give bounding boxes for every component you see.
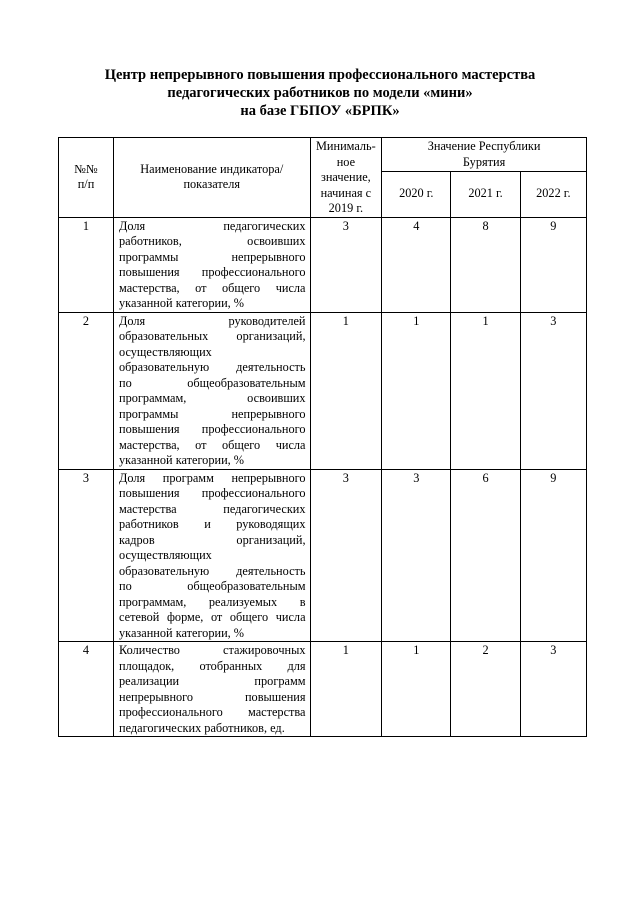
value-y2022: 3 — [520, 312, 586, 469]
row-number: 1 — [59, 217, 114, 312]
value-y2020: 4 — [382, 217, 451, 312]
indicator-name-line: Доля программ непрерывного — [119, 470, 306, 485]
indicator-name-line: мастерства, от общего числа — [119, 437, 306, 452]
header-min-label: Минималь-ное значение, начиная с 2019 г. — [315, 139, 376, 215]
value-y2021: 1 — [451, 312, 520, 469]
indicator-name-line: повышения профессионального — [119, 265, 306, 279]
header-num — [59, 138, 114, 218]
indicator-name-line: программам, освоивших — [119, 391, 306, 405]
value-y2021: 6 — [451, 469, 520, 642]
header-min — [310, 138, 382, 218]
value-min: 1 — [310, 642, 382, 737]
indicator-name-line: работников, освоивших — [119, 234, 306, 248]
header-republic — [382, 138, 587, 172]
indicator-name-line: мастерства, от общего числа — [119, 280, 306, 295]
indicator-name-line: программы непрерывного — [119, 406, 306, 421]
indicator-name-line: осуществляющих — [119, 548, 212, 562]
indicator-name-line: программам, реализуемых в — [119, 594, 306, 609]
indicator-name-line: реализации программ — [119, 674, 306, 688]
value-y2021: 2 — [451, 642, 520, 737]
value-y2021: 8 — [451, 217, 520, 312]
header-year-2020: 2020 г. — [382, 171, 451, 217]
value-y2022: 9 — [520, 217, 586, 312]
value-y2020: 1 — [382, 312, 451, 469]
indicator-name-line: образовательную деятельность — [119, 563, 306, 578]
indicator-name-line: указанной категории, % — [119, 453, 245, 467]
header-row-1 — [59, 138, 587, 172]
header-num-label: №№ п/п — [74, 161, 98, 192]
table-row — [59, 312, 587, 469]
indicator-name-line: образовательную деятельность — [119, 360, 306, 374]
indicator-name-line: осуществляющих — [119, 344, 212, 359]
value-y2022: 3 — [520, 642, 586, 737]
document-title — [60, 66, 580, 120]
indicator-name-line: образовательных организаций, — [119, 329, 306, 343]
indicator-name-line: мастерства педагогических — [119, 501, 306, 516]
indicator-name — [114, 642, 311, 737]
value-min: 3 — [310, 217, 382, 312]
header-year-2021: 2021 г. — [451, 171, 520, 217]
indicator-name-line: Количество стажировочных — [119, 643, 306, 657]
title-line-3: на базе ГБПОУ «БРПК» — [240, 103, 400, 119]
indicator-name-line: профессионального мастерства — [119, 705, 306, 719]
title-line-2: педагогических работников по модели «мини» — [167, 85, 473, 101]
indicator-name — [114, 312, 311, 469]
table-body — [59, 217, 587, 737]
indicators-table — [58, 137, 587, 737]
header-republic-label: Значение Республики Бурятия — [427, 139, 541, 169]
indicator-name — [114, 217, 311, 312]
header-name-label: Наименование индикатора/показателя — [140, 161, 284, 192]
value-min: 3 — [310, 469, 382, 642]
indicator-name-line: указанной категории, % — [119, 296, 245, 310]
row-number: 3 — [59, 469, 114, 642]
row-number: 4 — [59, 642, 114, 737]
indicator-name-line: повышения профессионального — [119, 422, 306, 436]
value-min: 1 — [310, 312, 382, 469]
indicator-name-line: кадров организаций, — [119, 532, 306, 547]
header-year-2022: 2022 г. — [520, 171, 586, 217]
value-y2020: 1 — [382, 642, 451, 737]
indicator-name-line: работников и руководящих — [119, 517, 306, 531]
table-row — [59, 469, 587, 642]
value-y2022: 9 — [520, 469, 586, 642]
indicator-name-line: по общеобразовательным — [119, 579, 306, 593]
indicator-name-line: сетевой форме, от общего числа — [119, 610, 306, 624]
indicator-name-line: площадок, отобранных для — [119, 658, 306, 673]
indicator-name-line: указанной категории, % — [119, 625, 245, 640]
indicator-name-line: по общеобразовательным — [119, 375, 306, 390]
header-name — [114, 138, 311, 218]
row-number: 2 — [59, 312, 114, 469]
indicator-name-line: непрерывного повышения — [119, 689, 306, 704]
title-line-1: Центр непрерывного повышения профессионального мастерства — [104, 67, 536, 83]
indicator-name-line: Доля руководителей — [119, 313, 306, 328]
table-header — [59, 138, 587, 218]
value-y2020: 3 — [382, 469, 451, 642]
indicator-name-line: повышения профессионального — [119, 486, 306, 500]
indicator-name — [114, 469, 311, 642]
table-row — [59, 217, 587, 312]
table-row — [59, 642, 587, 737]
indicator-name-line: программы непрерывного — [119, 249, 306, 264]
indicator-name-line: педагогических работников, ед. — [119, 720, 285, 735]
indicator-name-line: Доля педагогических — [119, 218, 306, 233]
